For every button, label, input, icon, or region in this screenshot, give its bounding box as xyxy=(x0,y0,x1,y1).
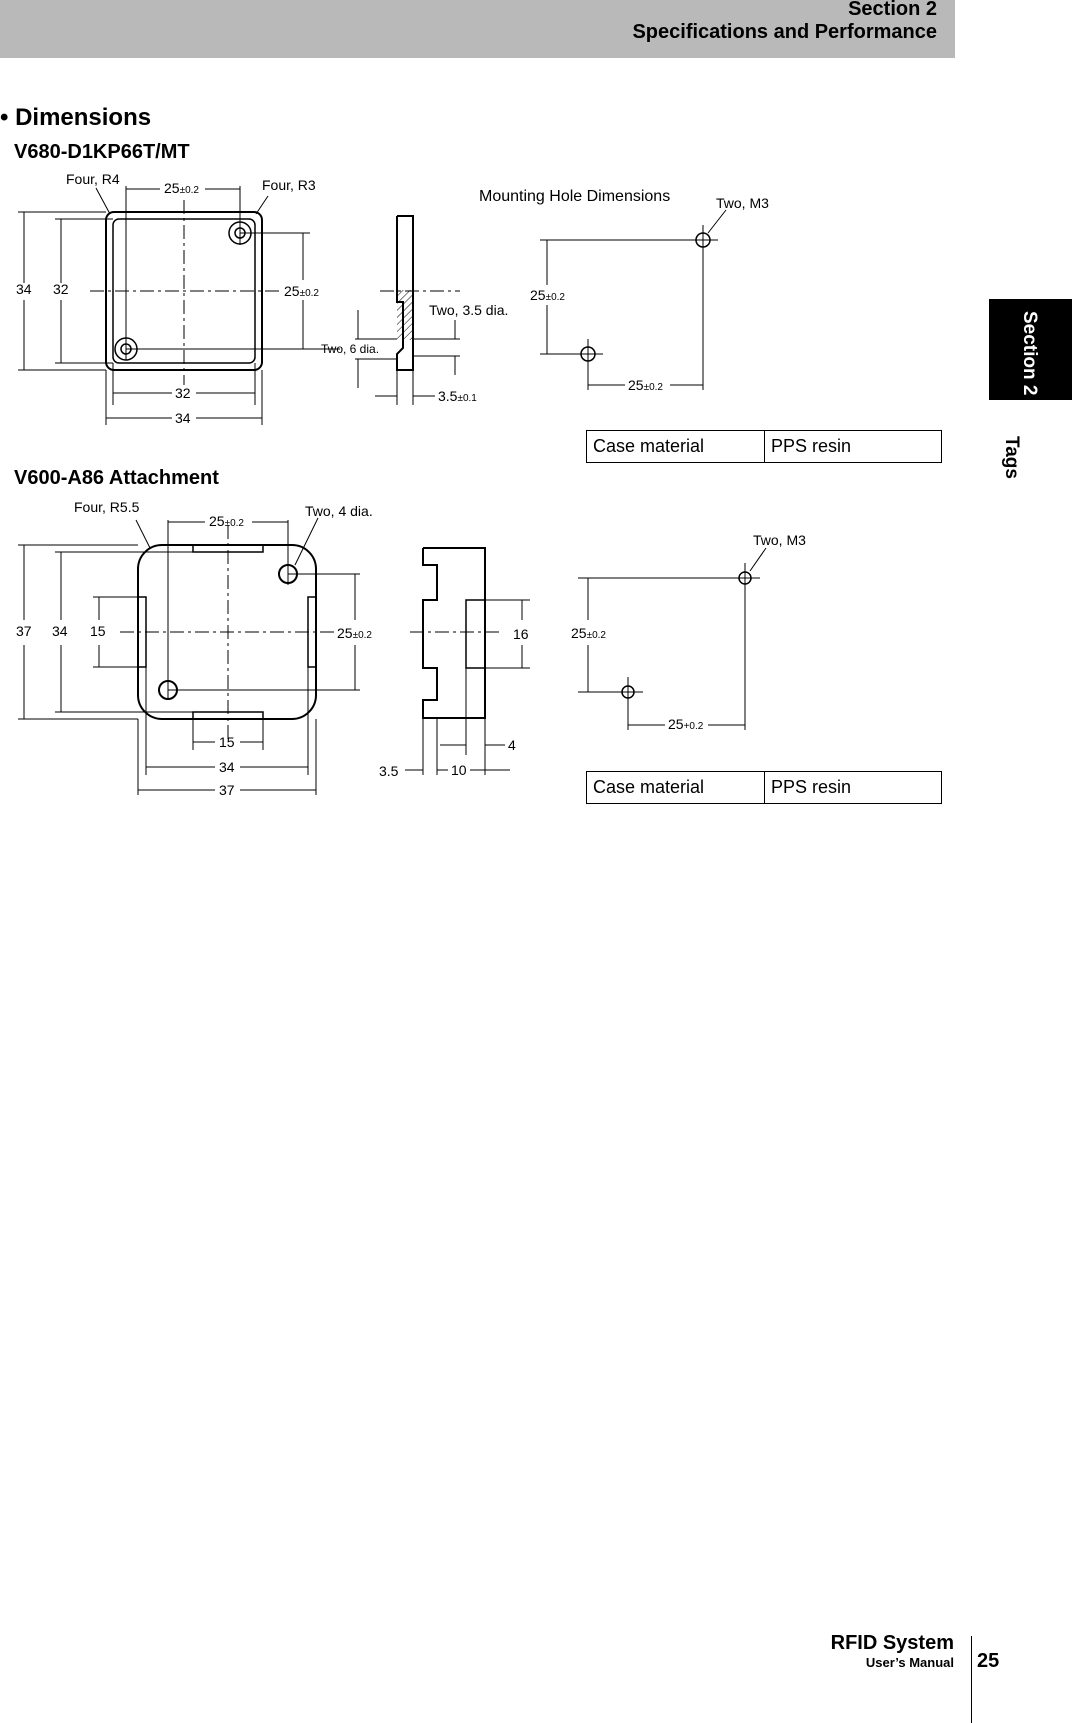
table-row xyxy=(587,772,942,804)
svg-text:25±0.2: 25±0.2 xyxy=(337,625,372,641)
spec-label: Case material xyxy=(587,772,765,804)
svg-text:25+0.2: 25+0.2 xyxy=(668,716,704,732)
tag1-dimension-drawing xyxy=(0,170,960,440)
svg-text:25±0.2: 25±0.2 xyxy=(628,377,663,393)
svg-text:34: 34 xyxy=(219,759,235,775)
page-header xyxy=(0,0,955,58)
side-section-tab xyxy=(989,299,1072,400)
svg-text:34: 34 xyxy=(52,623,68,639)
svg-text:37: 37 xyxy=(219,782,235,798)
svg-text:32: 32 xyxy=(175,385,191,401)
tag2-spec-table xyxy=(586,771,942,804)
spec-value: PPS resin xyxy=(765,431,942,463)
svg-text:34: 34 xyxy=(16,281,32,297)
svg-text:25±0.2: 25±0.2 xyxy=(164,180,199,196)
svg-text:3.5: 3.5 xyxy=(379,763,399,779)
svg-text:15: 15 xyxy=(219,734,235,750)
svg-text:15: 15 xyxy=(90,623,106,639)
svg-text:37: 37 xyxy=(16,623,32,639)
dimensions-heading: • Dimensions xyxy=(0,104,152,131)
tag2-dimension-drawing xyxy=(0,495,960,805)
label-four-r55: Four, R5.5 xyxy=(74,499,140,515)
label-two-4-dia: Two, 4 dia. xyxy=(305,503,373,519)
svg-text:25±0.2: 25±0.2 xyxy=(209,513,244,529)
side-chapter-tab xyxy=(990,410,1050,479)
spec-label: Case material xyxy=(587,431,765,463)
page-number: 25 xyxy=(977,1650,1000,1672)
svg-text:25±0.2: 25±0.2 xyxy=(530,287,565,303)
label-two-6-dia: Two, 6 dia. xyxy=(321,342,380,356)
side-chapter-label: Tags xyxy=(1001,436,1022,479)
svg-text:32: 32 xyxy=(53,281,69,297)
label-four-r3: Four, R3 xyxy=(262,177,316,193)
side-section-label: Section 2 xyxy=(1019,311,1040,396)
label-four-r4: Four, R4 xyxy=(66,171,120,187)
footer-subtitle: User’s Manual xyxy=(865,1655,954,1670)
svg-text:4: 4 xyxy=(508,737,516,753)
footer-title: RFID System xyxy=(830,1632,954,1654)
tag1-spec-table xyxy=(586,430,942,463)
tag2-title: V600-A86 Attachment xyxy=(14,467,219,489)
mounting-hole-title: Mounting Hole Dimensions xyxy=(479,188,671,205)
svg-text:16: 16 xyxy=(513,626,529,642)
svg-text:10: 10 xyxy=(451,762,467,778)
svg-text:25±0.2: 25±0.2 xyxy=(284,283,319,299)
tag2-side-view xyxy=(423,548,485,718)
footer-divider xyxy=(971,1636,972,1723)
svg-text:34: 34 xyxy=(175,410,191,426)
table-row xyxy=(587,431,942,463)
header-title: Specifications and Performance xyxy=(632,21,937,43)
label-two-35-dia: Two, 3.5 dia. xyxy=(429,302,509,318)
spec-value: PPS resin xyxy=(765,772,942,804)
label-two-m3-2: Two, M3 xyxy=(753,532,806,548)
header-section: Section 2 xyxy=(848,0,937,20)
label-two-m3: Two, M3 xyxy=(716,195,769,211)
svg-text:25±0.2: 25±0.2 xyxy=(571,625,606,641)
svg-text:3.5±0.1: 3.5±0.1 xyxy=(438,388,477,404)
tag1-title: V680-D1KP66T/MT xyxy=(14,141,190,163)
